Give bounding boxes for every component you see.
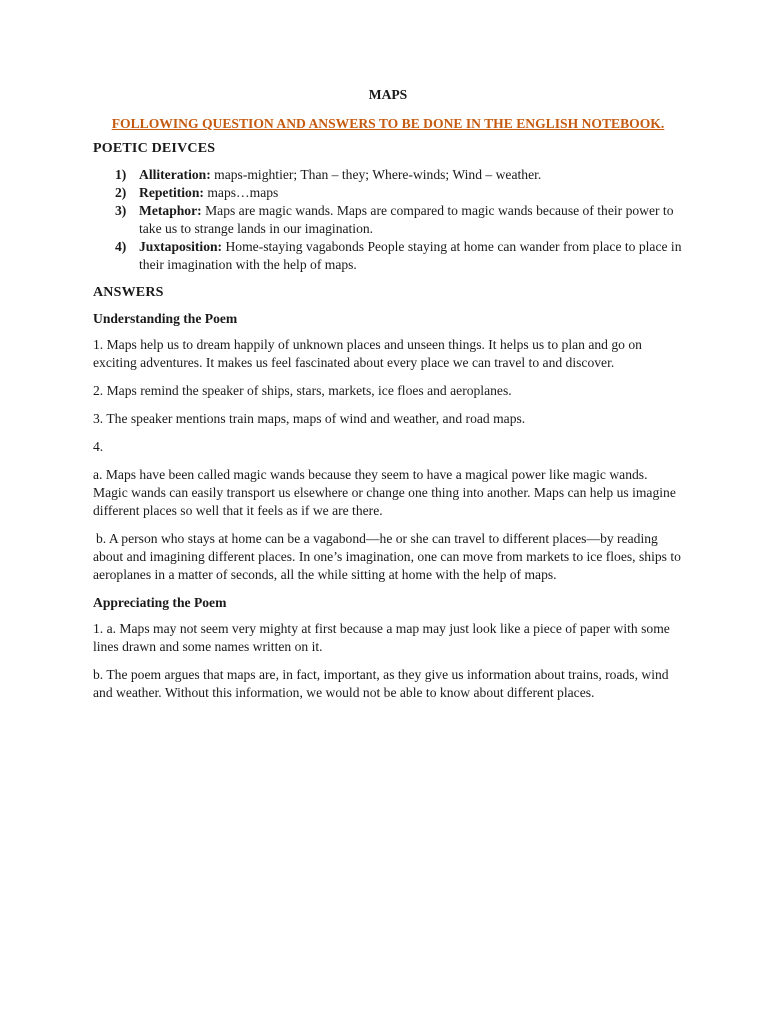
answer-paragraph: 4. (93, 439, 104, 454)
list-item (93, 184, 683, 202)
appreciating-heading: Appreciating the Poem (93, 595, 227, 610)
understanding-heading: Understanding the Poem (93, 311, 238, 326)
instruction-text: FOLLOWING QUESTION AND ANSWERS TO BE DONE IN THE ENGLISH NOTEBOOK. (111, 116, 665, 131)
device-description: Home-staying vagabonds People staying at home can wander from place to place in their imagination with the help of maps. (139, 239, 682, 272)
answer-paragraph: b. A person who stays at home can be a vagabond—he or she can travel to different places—by reading about and imagining different places. In one’s imagination, one can move from markets to ice floes, ships to aeroplanes in a matter of seconds, all the while sitting at home with the help of maps. (93, 531, 681, 582)
list-number: 3) (115, 203, 127, 218)
device-term: Alliteration: (139, 167, 211, 182)
list-number: 4) (115, 239, 127, 254)
answer-paragraph: 1. a. Maps may not seem very mighty at first because a map may just look like a piece of paper with some lines drawn and some names written on it. (93, 621, 670, 654)
poetic-devices-list (93, 166, 683, 274)
answer-paragraph: a. Maps have been called magic wands because they seem to have a magical power like magic wands. Magic wands can easily transport us elsewhere or change one thing into another. Maps can help us imagine different places so well that it feels as if we are there. (93, 467, 676, 518)
page-title: MAPS (368, 87, 408, 102)
list-item (93, 202, 683, 238)
device-description: maps…maps (203, 185, 279, 200)
answer-paragraph: b. The poem argues that maps are, in fact, important, as they give us information about trains, roads, wind and weather. Without this information, we would not be able to know about different places. (93, 667, 669, 700)
poetic-devices-heading: POETIC DEIVCES (93, 141, 216, 156)
list-number: 2) (115, 185, 127, 200)
device-term: Repetition: (139, 185, 204, 200)
list-item (93, 238, 683, 274)
answers-heading: ANSWERS (93, 285, 164, 300)
list-number: 1) (115, 167, 127, 182)
answer-paragraph: 2. Maps remind the speaker of ships, stars, markets, ice floes and aeroplanes. (93, 383, 512, 398)
device-description: Maps are magic wands. Maps are compared to magic wands because of their power to take us to strange lands in our imagination. (139, 203, 674, 236)
device-term: Metaphor: (139, 203, 202, 218)
list-item (93, 166, 683, 184)
device-description: maps-mightier; Than – they; Where-winds; Wind – weather. (210, 167, 542, 182)
answer-paragraph: 3. The speaker mentions train maps, maps of wind and weather, and road maps. (93, 411, 526, 426)
document-body (93, 86, 683, 712)
answer-paragraph: 1. Maps help us to dream happily of unknown places and unseen things. It helps us to plan and go on exciting adventures. It makes us feel fascinated about every place we can travel to and discover. (93, 337, 642, 370)
device-term: Juxtaposition: (139, 239, 223, 254)
